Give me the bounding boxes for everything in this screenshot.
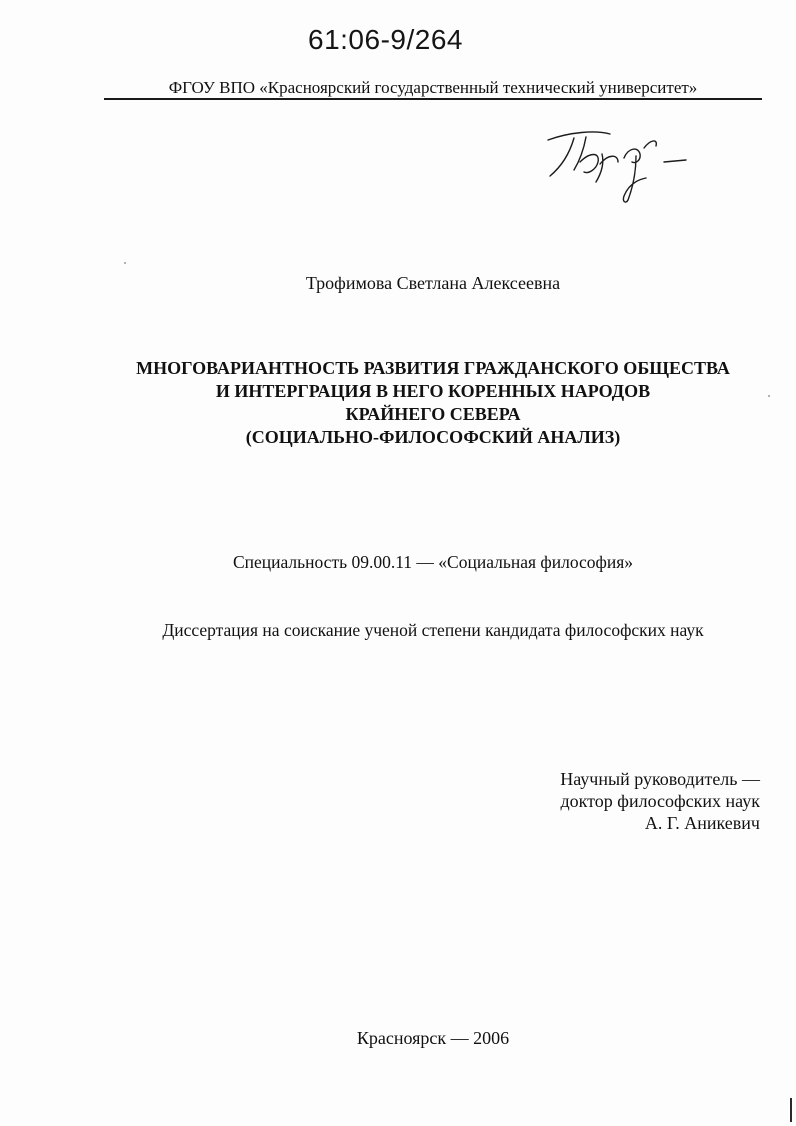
scientific-advisor-block — [540, 768, 760, 834]
advisor-role: Научный руководитель — — [560, 769, 760, 789]
advisor-name: А. Г. Аникевич — [644, 813, 760, 833]
scan-speck — [768, 395, 770, 397]
author-name: Трофимова Светлана Алексеевна — [305, 273, 561, 293]
title-line-4: (СОЦИАЛЬНО-ФИЛОСОФСКИЙ АНАЛИЗ) — [245, 427, 621, 447]
handwritten-signature — [540, 118, 700, 208]
scan-edge-mark — [790, 1098, 792, 1122]
archive-stamp-code: 61:06-9/264 — [308, 24, 463, 55]
header-divider — [104, 98, 762, 100]
title-line-2: И ИНТЕРГРАЦИЯ В НЕГО КОРЕННЫХ НАРОДОВ — [215, 381, 651, 401]
city-and-year: Красноярск — 2006 — [356, 1028, 510, 1048]
institution-name: ФГОУ ВПО «Красноярский государственный технический университет» — [168, 78, 698, 97]
specialty-line: Специальность 09.00.11 — «Социальная философия» — [232, 552, 634, 572]
advisor-degree: доктор философских наук — [560, 791, 760, 811]
title-line-1: МНОГОВАРИАНТНОСТЬ РАЗВИТИЯ ГРАЖДАНСКОГО ОБЩЕСТВА — [136, 358, 730, 378]
dissertation-title — [0, 357, 796, 449]
degree-statement: Диссертация на соискание ученой степени кандидата философских наук — [162, 620, 704, 640]
scan-speck — [124, 262, 126, 264]
title-line-3: КРАЙНЕГО СЕВЕРА — [345, 404, 521, 424]
